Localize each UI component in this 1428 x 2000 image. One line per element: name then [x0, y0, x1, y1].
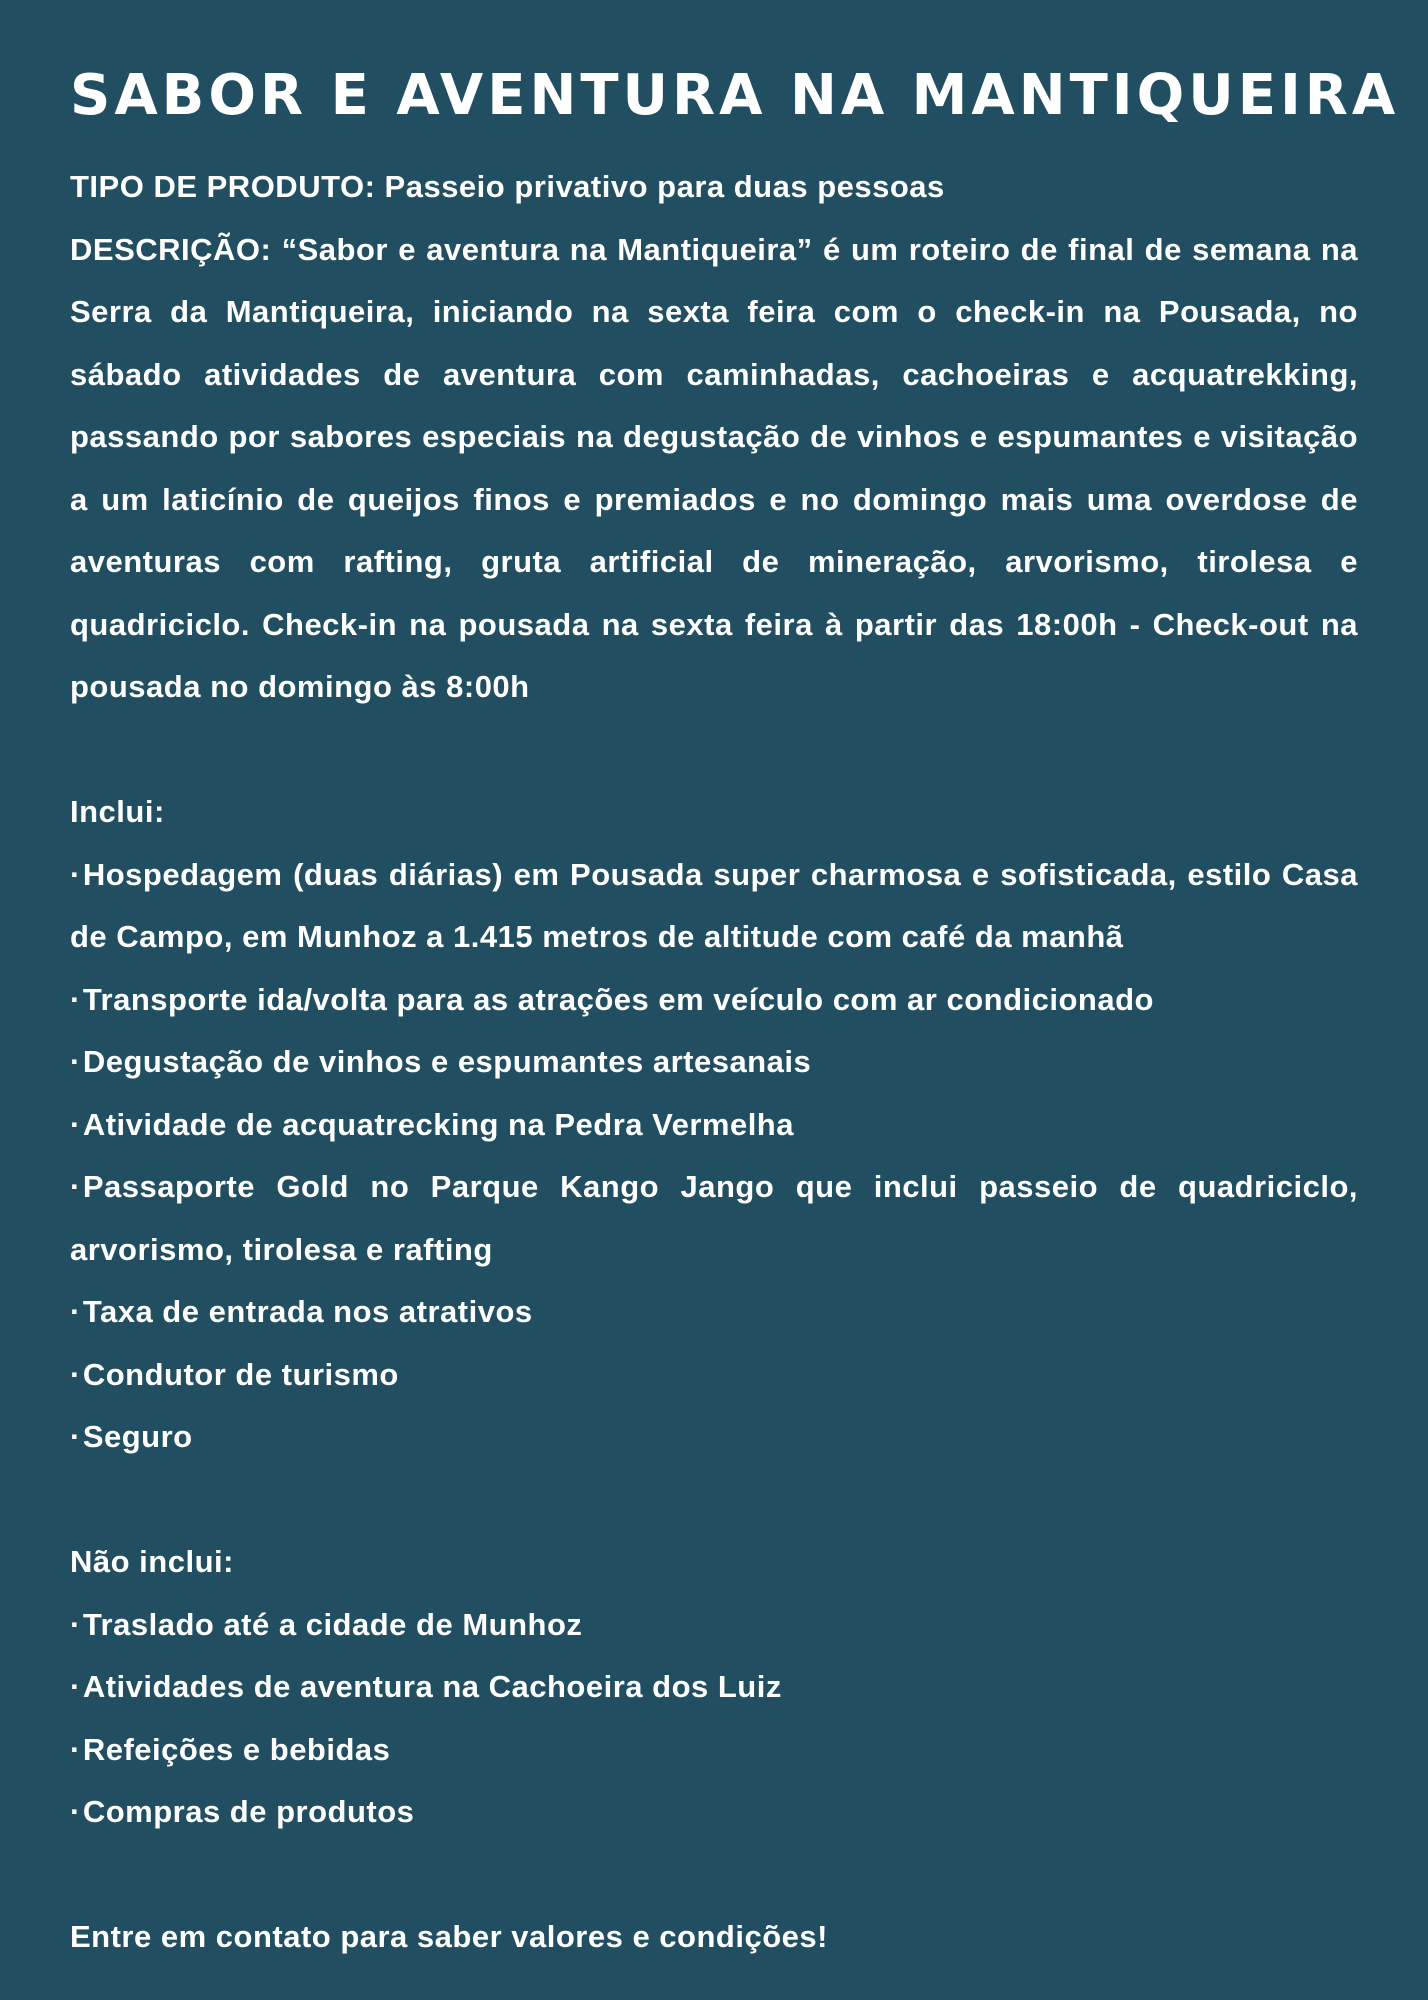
spacer — [70, 1844, 1358, 1907]
nao-inclui-heading: Não inclui: — [70, 1544, 234, 1579]
content — [70, 156, 1358, 1969]
bullet: · — [70, 1169, 81, 1204]
descricao-value: “Sabor e aventura na Mantiqueira” é um roteiro de final de semana na Serra da Mantiqueira, iniciando na sexta feira com o check-in na Pousada, no sábado atividades de aventura com caminhadas, cachoeiras e acquatrekking, passando por sabores especiais na degustação de vinhos e espumantes e visitação a um laticínio de queijos finos e premiados e no domingo mais uma overdose de aventuras com rafting, gruta artificial de mineração, arvorismo, tirolesa e quadriciclo. Check-in na pousada na sexta feira à partir das 18:00h - Check-out na pousada no domingo às 8:00h — [70, 231, 1358, 704]
list-item: ·Compras de produtos — [70, 1794, 415, 1829]
bullet: · — [70, 1294, 81, 1329]
inclui-list — [70, 844, 1358, 1469]
bullet: · — [70, 1606, 81, 1642]
bullet: · — [70, 981, 81, 1017]
tipo-label: TIPO DE PRODUTO: — [70, 169, 376, 204]
list-item: ·Taxa de entrada nos atrativos — [70, 1294, 533, 1329]
list-item: ·Transporte ida/volta para as atrações em veículo com ar condicionado — [70, 981, 1154, 1017]
bullet: · — [70, 1669, 81, 1704]
tipo-value: Passeio privativo para duas pessoas — [384, 169, 945, 204]
list-item: ·Atividades de aventura na Cachoeira dos Luiz — [70, 1669, 782, 1704]
inclui-heading: Inclui: — [70, 794, 165, 829]
bullet: · — [70, 856, 81, 892]
list-item: ·Condutor de turismo — [70, 1356, 399, 1392]
spacer — [70, 1469, 1358, 1532]
bullet: · — [70, 1731, 81, 1767]
list-item: ·Atividade de acquatrecking na Pedra Vermelha — [70, 1106, 794, 1142]
bullet: · — [70, 1106, 81, 1142]
contato-text: Entre em contato para saber valores e condições! — [70, 1919, 828, 1954]
bullet: · — [70, 1419, 81, 1454]
list-item: ·Traslado até a cidade de Munhoz — [70, 1606, 583, 1642]
bullet: · — [70, 1794, 81, 1829]
bullet: · — [70, 1356, 81, 1392]
list-item: ·Hospedagem (duas diárias) em Pousada super charmosa e sofisticada, estilo Casa de Campo, em Munhoz a 1.415 metros de altitude com café da manhã — [70, 856, 1358, 954]
nao-inclui-list — [70, 1594, 1358, 1844]
tipo-de-produto — [70, 156, 1358, 219]
page-title: SABOR E AVENTURA NA MANTIQUEIRA — [70, 63, 1400, 128]
list-item: ·Seguro — [70, 1419, 193, 1454]
spacer — [70, 719, 1358, 782]
list-item: ·Refeições e bebidas — [70, 1731, 391, 1767]
bullet: · — [70, 1044, 81, 1079]
list-item: ·Passaporte Gold no Parque Kango Jango que inclui passeio de quadriciclo, arvorismo, tirolesa e rafting — [70, 1169, 1358, 1267]
descricao-label: DESCRIÇÃO: — [70, 231, 272, 267]
list-item: ·Degustação de vinhos e espumantes artesanais — [70, 1044, 812, 1079]
descricao — [70, 219, 1358, 719]
